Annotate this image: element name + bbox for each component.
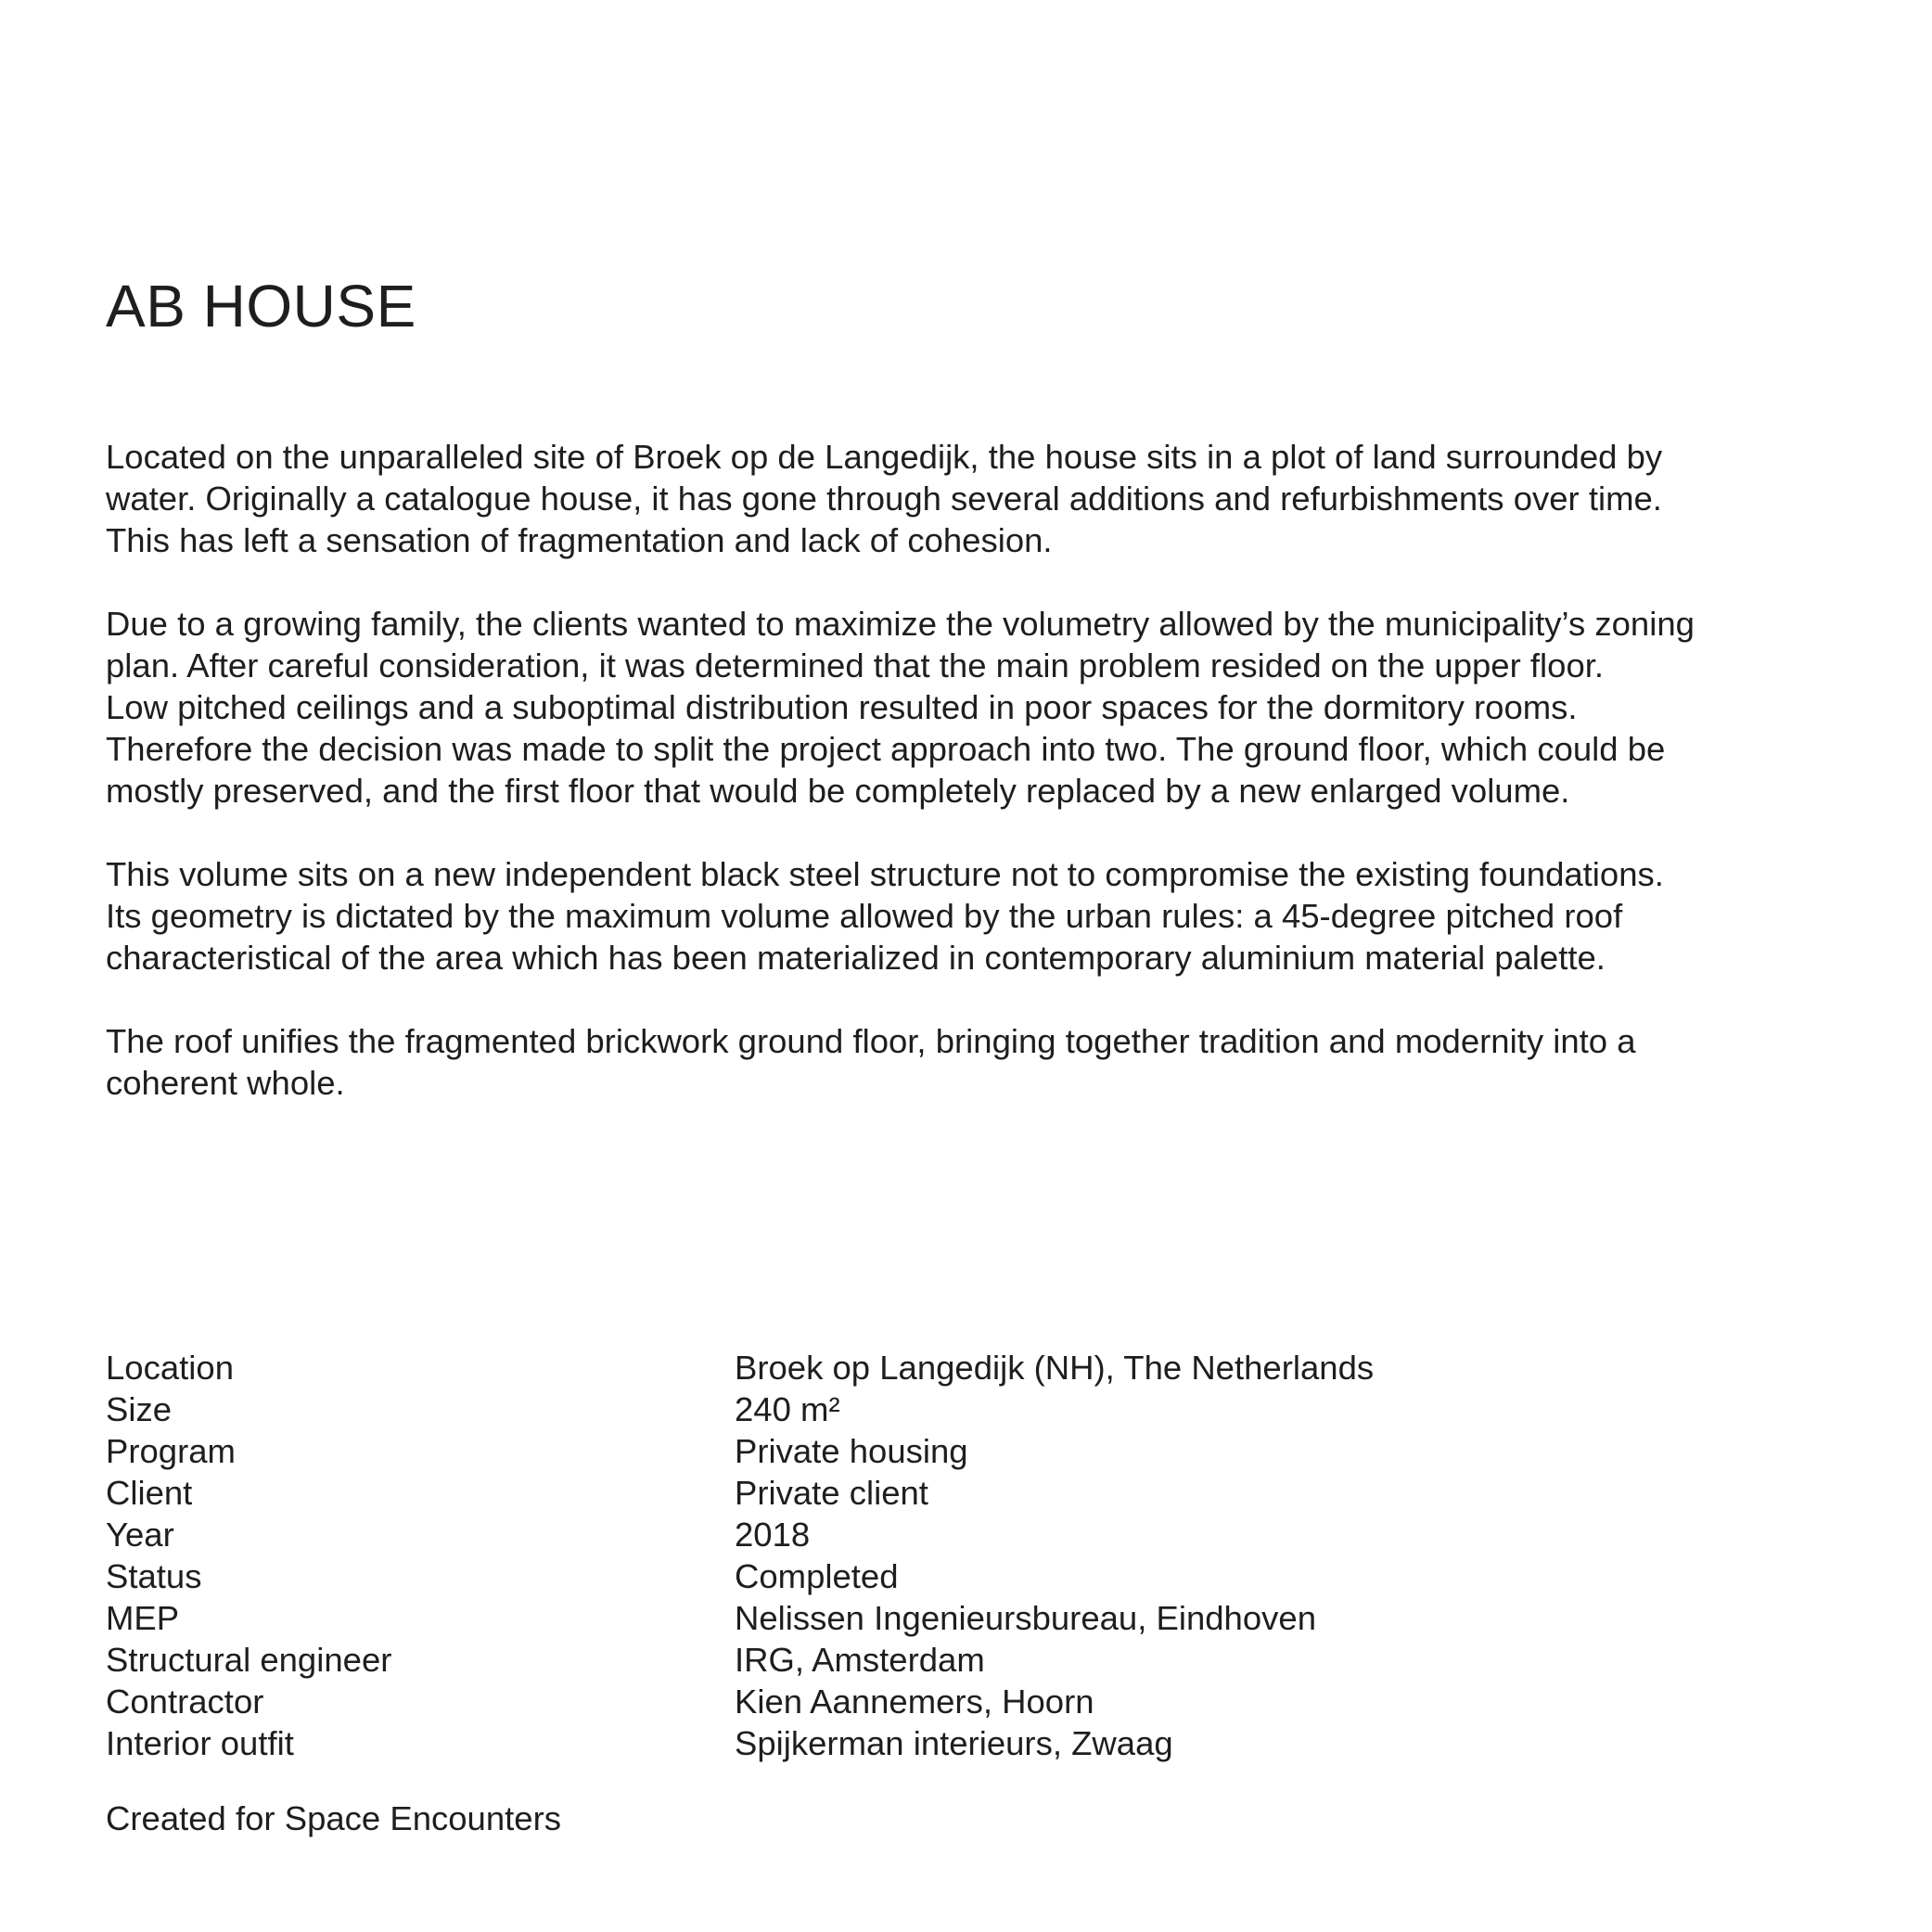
fact-row-structural-engineer (106, 1639, 1775, 1681)
fact-row-program (106, 1430, 1775, 1472)
fact-value: Kien Aannemers, Hoorn (735, 1683, 1094, 1721)
fact-row-year (106, 1514, 1775, 1555)
description-paragraph: Located on the unparalleled site of Broek op de Langedijk, the house sits in a plot of land surrounded by water. Originally a catalogue house, it has gone through several additions and refurbishments over time. This has left a sensation of fragmentation and lack of cohesion. (106, 438, 1663, 559)
fact-label: Location (106, 1349, 234, 1387)
fact-value: 2018 (735, 1516, 811, 1554)
fact-value: 240 m² (735, 1390, 840, 1428)
fact-value: Broek op Langedijk (NH), The Netherlands (735, 1349, 1375, 1387)
fact-row-interior-outfit (106, 1722, 1775, 1764)
fact-value: Private housing (735, 1432, 968, 1470)
fact-row-contractor (106, 1681, 1775, 1722)
fact-label: Structural engineer (106, 1641, 392, 1679)
fact-row-status (106, 1555, 1775, 1597)
fact-value: Nelissen Ingenieursbureau, Eindhoven (735, 1599, 1317, 1637)
project-facts-table (106, 1347, 1775, 1764)
credit-line: Created for Space Encounters (106, 1799, 562, 1837)
fact-label: Year (106, 1516, 174, 1554)
fact-label: Interior outfit (106, 1724, 294, 1762)
description-paragraph: The roof unifies the fragmented brickwork ground floor, bringing together tradition and modernity into a coherent whole. (106, 1022, 1636, 1102)
fact-row-client (106, 1472, 1775, 1514)
fact-label: Program (106, 1432, 236, 1470)
fact-label: Size (106, 1390, 173, 1428)
description-paragraph: This volume sits on a new independent black steel structure not to compromise the existing foundations. Its geometry is dictated by the maximum volume allowed by the urban rules: a 45-degree pitched roof characteristical of the area which has been materialized in contemporary aluminium material palette. (106, 855, 1664, 977)
fact-value: Completed (735, 1557, 899, 1595)
fact-row-mep (106, 1597, 1775, 1639)
fact-label: MEP (106, 1599, 180, 1637)
description-paragraph: Due to a growing family, the clients wanted to maximize the volumetry allowed by the municipality’s zoning plan. After careful consideration, it was determined that the main problem resided on the upper floor. Low pitched ceilings and a suboptimal distribution resulted in poor spaces for the dormitory rooms. Therefore the decision was made to split the project approach into two. The ground floor, which could be mostly preserved, and the first floor that would be completely replaced by a new enlarged volume. (106, 605, 1695, 810)
fact-label: Status (106, 1557, 202, 1595)
fact-value: Spijkerman interieurs, Zwaag (735, 1724, 1173, 1762)
fact-row-size (106, 1388, 1775, 1430)
fact-value: Private client (735, 1474, 928, 1512)
page-title: AB HOUSE (106, 273, 416, 339)
fact-row-location (106, 1347, 1775, 1388)
project-description (106, 436, 1840, 1145)
fact-label: Client (106, 1474, 193, 1512)
fact-value: IRG, Amsterdam (735, 1641, 985, 1679)
fact-label: Contractor (106, 1683, 264, 1721)
